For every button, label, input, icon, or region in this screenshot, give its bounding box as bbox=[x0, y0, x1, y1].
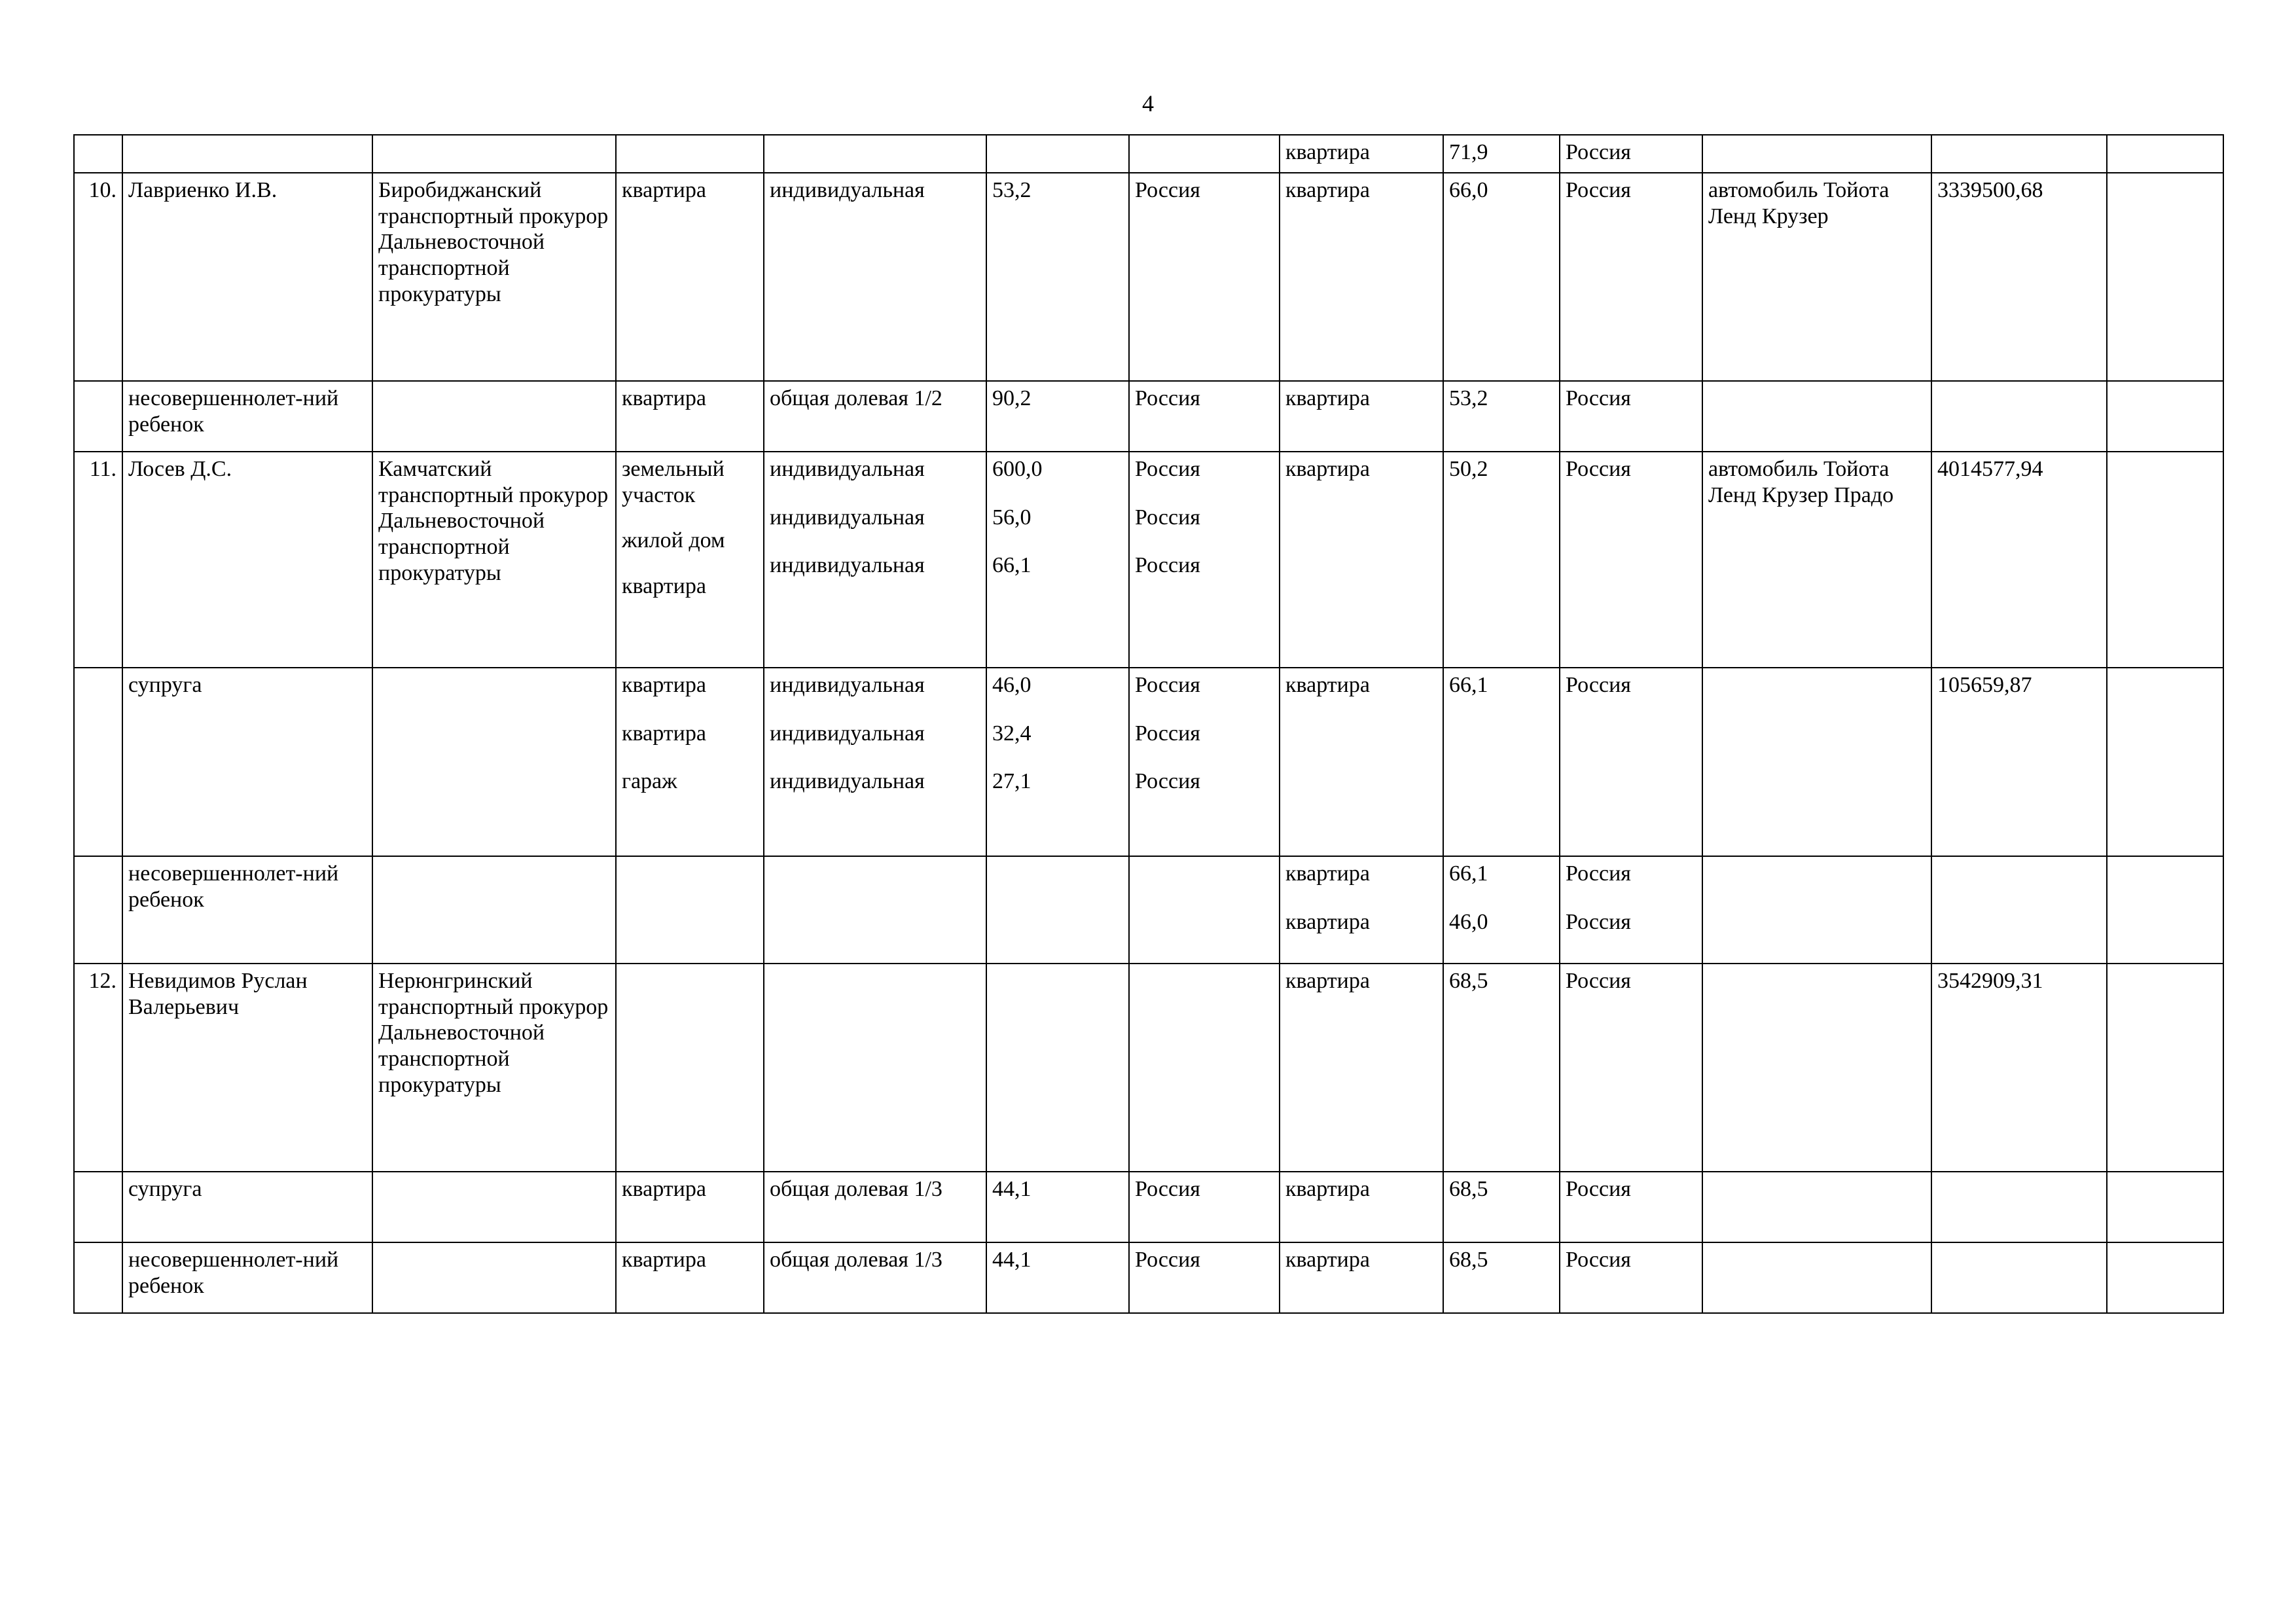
cell-income: 4014577,94 bbox=[1931, 452, 2107, 668]
cell-ownership bbox=[764, 856, 986, 964]
cell-object-type bbox=[616, 452, 764, 668]
cell-person: несовершеннолет-ний ребенок bbox=[122, 856, 372, 964]
table-row bbox=[74, 856, 2223, 964]
spacer bbox=[1449, 887, 1554, 909]
cell-index bbox=[74, 381, 122, 452]
cell-ownership: индивидуальная bbox=[764, 173, 986, 381]
cell-vehicles bbox=[1702, 381, 1931, 452]
spacer bbox=[770, 698, 980, 721]
table-row bbox=[74, 964, 2223, 1172]
cell-country bbox=[1129, 856, 1280, 964]
cell-use-country: Россия bbox=[1560, 1172, 1702, 1242]
cell-ownership bbox=[764, 668, 986, 856]
cell-vehicles bbox=[1702, 1242, 1931, 1313]
cell-person bbox=[122, 135, 372, 173]
cell-position bbox=[372, 381, 616, 452]
cell-vehicles: автомобиль Тойота Ленд Крузер Прадо bbox=[1702, 452, 1931, 668]
cell-area bbox=[986, 668, 1129, 856]
cell-use-object: квартира bbox=[1280, 964, 1443, 1172]
ownership-line: индивидуальная bbox=[770, 721, 925, 746]
cell-income bbox=[1931, 381, 2107, 452]
cell-income: 105659,87 bbox=[1931, 668, 2107, 856]
object-type-line: квартира bbox=[622, 574, 706, 599]
cell-position: Биробиджанский транспортный прокурор Дальневосточной транспортной прокуратуры bbox=[372, 173, 616, 381]
spacer bbox=[1566, 887, 1696, 909]
cell-area: 44,1 bbox=[986, 1172, 1129, 1242]
cell-extra bbox=[2107, 668, 2223, 856]
cell-position bbox=[372, 1242, 616, 1313]
spacer bbox=[1285, 887, 1437, 909]
cell-person: несовершеннолет-ний ребенок bbox=[122, 381, 372, 452]
cell-object-type: квартира bbox=[616, 1242, 764, 1313]
cell-position bbox=[372, 668, 616, 856]
country-line: Россия bbox=[1135, 553, 1200, 578]
cell-area bbox=[986, 856, 1129, 964]
table-row bbox=[74, 381, 2223, 452]
cell-extra bbox=[2107, 173, 2223, 381]
cell-person: супруга bbox=[122, 1172, 372, 1242]
use-object-line: квартира bbox=[1285, 861, 1370, 886]
cell-object-type: квартира bbox=[616, 1172, 764, 1242]
cell-use-country: Россия bbox=[1560, 1242, 1702, 1313]
use-country-line: Россия bbox=[1566, 909, 1631, 934]
cell-use-country: Россия bbox=[1560, 381, 1702, 452]
cell-country bbox=[1129, 452, 1280, 668]
cell-index bbox=[74, 1172, 122, 1242]
cell-use-area: 68,5 bbox=[1443, 1172, 1560, 1242]
cell-ownership: общая долевая 1/2 bbox=[764, 381, 986, 452]
page-number: 4 bbox=[1142, 90, 1154, 117]
ownership-line: индивидуальная bbox=[770, 553, 925, 578]
cell-extra bbox=[2107, 452, 2223, 668]
cell-income bbox=[1931, 135, 2107, 173]
cell-use-country: Россия bbox=[1560, 173, 1702, 381]
cell-object-type bbox=[616, 668, 764, 856]
declaration-table-container bbox=[73, 134, 2223, 1314]
cell-object-type bbox=[616, 135, 764, 173]
cell-income: 3339500,68 bbox=[1931, 173, 2107, 381]
cell-index bbox=[74, 135, 122, 173]
table-row bbox=[74, 668, 2223, 856]
cell-use-object: квартира bbox=[1280, 452, 1443, 668]
cell-person: Невидимов Руслан Валерьевич bbox=[122, 964, 372, 1172]
cell-country: Россия bbox=[1129, 381, 1280, 452]
spacer bbox=[1135, 530, 1274, 552]
cell-extra bbox=[2107, 856, 2223, 964]
cell-use-country: Россия bbox=[1560, 964, 1702, 1172]
cell-country: Россия bbox=[1129, 1172, 1280, 1242]
cell-income bbox=[1931, 1242, 2107, 1313]
area-line: 27,1 bbox=[992, 769, 1031, 794]
ownership-line: индивидуальная bbox=[770, 456, 925, 481]
cell-person: Лосев Д.С. bbox=[122, 452, 372, 668]
cell-area: 53,2 bbox=[986, 173, 1129, 381]
cell-vehicles bbox=[1702, 668, 1931, 856]
declaration-table bbox=[73, 134, 2224, 1314]
cell-area bbox=[986, 452, 1129, 668]
cell-country bbox=[1129, 135, 1280, 173]
cell-index: 11. bbox=[74, 452, 122, 668]
cell-position bbox=[372, 1172, 616, 1242]
cell-index: 10. bbox=[74, 173, 122, 381]
cell-use-area: 53,2 bbox=[1443, 381, 1560, 452]
object-type-line: жилой дом bbox=[622, 528, 725, 553]
spacer bbox=[770, 746, 980, 768]
cell-vehicles bbox=[1702, 1172, 1931, 1242]
use-area-line: 66,1 bbox=[1449, 861, 1488, 886]
cell-use-object: квартира bbox=[1280, 135, 1443, 173]
spacer bbox=[992, 530, 1123, 552]
cell-person: Лавриенко И.В. bbox=[122, 173, 372, 381]
cell-use-object: квартира bbox=[1280, 381, 1443, 452]
cell-income: 3542909,31 bbox=[1931, 964, 2107, 1172]
ownership-line: индивидуальная bbox=[770, 505, 925, 530]
country-line: Россия bbox=[1135, 672, 1200, 697]
cell-vehicles: автомобиль Тойота Ленд Крузер bbox=[1702, 173, 1931, 381]
area-line: 46,0 bbox=[992, 672, 1031, 697]
cell-area bbox=[986, 135, 1129, 173]
table-row bbox=[74, 452, 2223, 668]
cell-use-area bbox=[1443, 856, 1560, 964]
cell-person: несовершеннолет-ний ребенок bbox=[122, 1242, 372, 1313]
cell-use-object: квартира bbox=[1280, 173, 1443, 381]
cell-vehicles bbox=[1702, 135, 1931, 173]
country-line: Россия bbox=[1135, 456, 1200, 481]
country-line: Россия bbox=[1135, 505, 1200, 530]
cell-use-area: 68,5 bbox=[1443, 1242, 1560, 1313]
cell-use-area: 71,9 bbox=[1443, 135, 1560, 173]
cell-person: супруга bbox=[122, 668, 372, 856]
cell-ownership: общая долевая 1/3 bbox=[764, 1172, 986, 1242]
cell-income bbox=[1931, 1172, 2107, 1242]
object-type-line: квартира bbox=[622, 672, 706, 697]
cell-position bbox=[372, 856, 616, 964]
cell-use-country: Россия bbox=[1560, 135, 1702, 173]
cell-country: Россия bbox=[1129, 173, 1280, 381]
spacer bbox=[992, 482, 1123, 505]
spacer bbox=[770, 530, 980, 552]
cell-position: Нерюнгринский транспортный прокурор Дальневосточной транспортной прокуратуры bbox=[372, 964, 616, 1172]
area-line: 66,1 bbox=[992, 553, 1031, 578]
ownership-line: индивидуальная bbox=[770, 672, 925, 697]
use-area-line: 46,0 bbox=[1449, 909, 1488, 934]
cell-use-country: Россия bbox=[1560, 668, 1702, 856]
ownership-line: индивидуальная bbox=[770, 769, 925, 794]
cell-ownership bbox=[764, 452, 986, 668]
spacer bbox=[1135, 698, 1274, 721]
country-line: Россия bbox=[1135, 769, 1200, 794]
spacer bbox=[622, 508, 758, 528]
cell-use-country: Россия bbox=[1560, 452, 1702, 668]
cell-use-country bbox=[1560, 856, 1702, 964]
spacer bbox=[622, 554, 758, 573]
spacer bbox=[992, 698, 1123, 721]
cell-position bbox=[372, 135, 616, 173]
cell-ownership bbox=[764, 135, 986, 173]
spacer bbox=[1135, 746, 1274, 768]
cell-use-object bbox=[1280, 856, 1443, 964]
cell-index: 12. bbox=[74, 964, 122, 1172]
use-country-line: Россия bbox=[1566, 861, 1631, 886]
cell-object-type bbox=[616, 964, 764, 1172]
object-type-line: квартира bbox=[622, 721, 706, 746]
cell-country bbox=[1129, 964, 1280, 1172]
cell-use-object: квартира bbox=[1280, 1242, 1443, 1313]
cell-use-area: 66,0 bbox=[1443, 173, 1560, 381]
cell-extra bbox=[2107, 1242, 2223, 1313]
cell-area bbox=[986, 964, 1129, 1172]
table-row bbox=[74, 173, 2223, 381]
cell-income bbox=[1931, 856, 2107, 964]
cell-index bbox=[74, 1242, 122, 1313]
cell-use-area: 68,5 bbox=[1443, 964, 1560, 1172]
cell-index bbox=[74, 668, 122, 856]
object-type-line: гараж bbox=[622, 769, 677, 794]
spacer bbox=[1135, 482, 1274, 505]
cell-extra bbox=[2107, 964, 2223, 1172]
area-line: 32,4 bbox=[992, 721, 1031, 746]
table-row bbox=[74, 1242, 2223, 1313]
cell-vehicles bbox=[1702, 856, 1931, 964]
cell-use-area: 66,1 bbox=[1443, 668, 1560, 856]
cell-ownership: общая долевая 1/3 bbox=[764, 1242, 986, 1313]
cell-use-object: квартира bbox=[1280, 1172, 1443, 1242]
cell-extra bbox=[2107, 1172, 2223, 1242]
cell-use-object: квартира bbox=[1280, 668, 1443, 856]
cell-object-type: квартира bbox=[616, 381, 764, 452]
cell-area: 44,1 bbox=[986, 1242, 1129, 1313]
spacer bbox=[770, 482, 980, 505]
use-object-line: квартира bbox=[1285, 909, 1370, 934]
cell-extra bbox=[2107, 381, 2223, 452]
spacer bbox=[992, 746, 1123, 768]
spacer bbox=[622, 746, 758, 768]
cell-country: Россия bbox=[1129, 1242, 1280, 1313]
cell-vehicles bbox=[1702, 964, 1931, 1172]
area-line: 56,0 bbox=[992, 505, 1031, 530]
object-type-line: земельный участок bbox=[622, 456, 725, 507]
table-row bbox=[74, 135, 2223, 173]
cell-use-area: 50,2 bbox=[1443, 452, 1560, 668]
cell-position: Камчатский транспортный прокурор Дальневосточной транспортной прокуратуры bbox=[372, 452, 616, 668]
table-row bbox=[74, 1172, 2223, 1242]
area-line: 600,0 bbox=[992, 456, 1043, 481]
cell-index bbox=[74, 856, 122, 964]
cell-country bbox=[1129, 668, 1280, 856]
cell-extra bbox=[2107, 135, 2223, 173]
cell-object-type: квартира bbox=[616, 173, 764, 381]
cell-object-type bbox=[616, 856, 764, 964]
cell-area: 90,2 bbox=[986, 381, 1129, 452]
cell-ownership bbox=[764, 964, 986, 1172]
country-line: Россия bbox=[1135, 721, 1200, 746]
spacer bbox=[622, 698, 758, 721]
